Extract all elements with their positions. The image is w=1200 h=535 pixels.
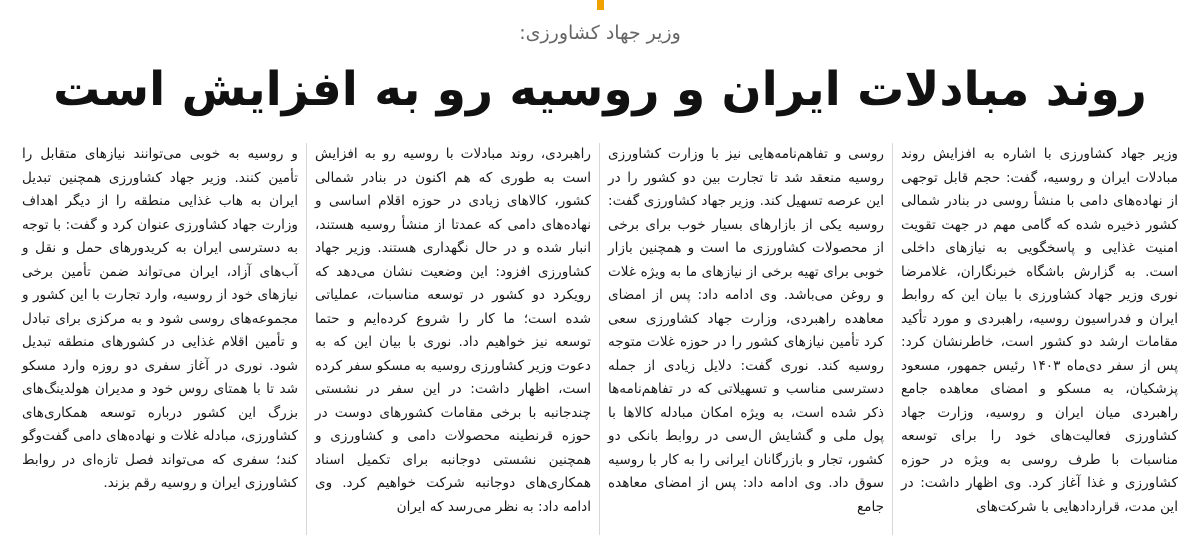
headline: روند مبادلات ایران و روسیه رو به افزایش است <box>53 62 1147 117</box>
article-body <box>14 143 1186 535</box>
kicker: وزیر جهاد کشاورزی: <box>519 22 681 44</box>
column-3: راهبردی، روند مبادلات با روسیه رو به افزایش است به طوری که هم اکنون در بنادر شمالی کشور، کالاهای زیادی در حوزه اقلام اساسی و نهاده‌های دامی که عمدتا از منشأ روسیه هستند، انبار شده و در حال نگهداری هستند. وزیر جهاد کشاورزی افزود: این وضعیت نشان می‌دهد که رویکرد دو کشور در توسعه مناسبات، عملیاتی شده است؛ ما کار را شروع کرده‌ایم و حتما توسعه نیز خواهیم داد. نوری با بیان این که به دعوت وزیر کشاورزی روسیه به مسکو سفر کرده است، اظهار داشت: در این سفر در نشستی چندجانبه با برخی مقامات کشورهای دوست در حوزه قرنطینه محصولات دامی و کشاورزی و همچنین نشستی دوجانبه برای تکمیل اسناد همکاری‌های دوجانبه شرکت خواهیم کرد. وی ادامه داد: به نظر می‌رسد که ایران <box>307 143 600 535</box>
column-2: روسی و تفاهم‌نامه‌هایی نیز با وزارت کشاورزی روسیه منعقد شد تا تجارت بین دو کشور را در این عرصه تسهیل کند. وزیر جهاد کشاورزی گفت: روسیه یکی از بازارهای بسیار خوب برای برخی از محصولات کشاورزی ما است و همچنین بازار خوبی برای تهیه برخی از نیازهای ما به ویژه غلات و روغن می‌باشد. وی ادامه داد: پس از امضای معاهده راهبردی، وزارت جهاد کشاورزی سعی کرد تأمین نیازهای کشور را در حوزه غلات متوجه روسیه کند. نوری گفت: دلایل زیادی از جمله دسترسی مناسب و تسهیلاتی که در تفاهم‌نامه‌ها ذکر شده است، به ویژه امکان مبادله کالاها با پول ملی و گشایش ال‌سی در روابط بانکی دو کشور، تجار و بازرگانان ایرانی را به کار با روسیه سوق داد. وی ادامه داد: پس از امضای معاهده جامع <box>600 143 893 535</box>
column-4: و روسیه به خوبی می‌توانند نیازهای متقابل را تأمین کنند. وزیر جهاد کشاورزی همچنین تبدیل ایران به هاب غذایی منطقه را از دیگر اهداف وزارت جهاد کشاورزی عنوان کرد و گفت: با توجه به دسترسی ایران به کریدورهای حمل و نقل و آب‌های آزاد، ایران می‌تواند ضمن تأمین برخی نیازهای خود از روسیه، وارد تجارت با این کشور و مجموعه‌های روسی شود و به مرکزی برای تبادل و تأمین اقلام غذایی در کشورهای منطقه تبدیل شود. نوری در آغاز سفری دو روزه وارد مسکو شد تا با همتای روس خود و مدیران هولدینگ‌های بزرگ این کشور درباره توسعه همکاری‌های کشاورزی، مبادله غلات و نهاده‌های دامی گفت‌وگو کند؛ سفری که می‌تواند فصل تازه‌ای در روابط کشاورزی ایران و روسیه رقم بزند. <box>14 143 307 535</box>
accent-mark <box>597 0 604 10</box>
column-1: وزیر جهاد کشاورزی با اشاره به افزایش روند مبادلات ایران و روسیه، گفت: حجم قابل توجهی از نهاده‌های دامی با منشأ روسی در بنادر شمالی کشور ذخیره شده که گامی مهم در جهت تقویت امنیت غذایی و پاسخگویی به نیازهای داخلی است. به گزارش باشگاه خبرنگاران، غلامرضا نوری وزیر جهاد کشاورزی با بیان این که روابط ایران و فدراسیون روسیه، راهبردی و مورد تأکید مقامات ارشد دو کشور است، خاطرنشان کرد: پس از سفر دی‌ماه ۱۴۰۳ رئیس جمهور، مسعود پزشکیان، به مسکو و امضای معاهده جامع راهبردی میان ایران و روسیه، وزارت جهاد کشاورزی فعالیت‌های خود را برای توسعه مناسبات با طرف روسی به ویژه در حوزه کشاورزی و غذا آغاز کرد. وی اظهار داشت: در این مدت، قراردادهایی با شرکت‌های <box>901 146 1179 515</box>
